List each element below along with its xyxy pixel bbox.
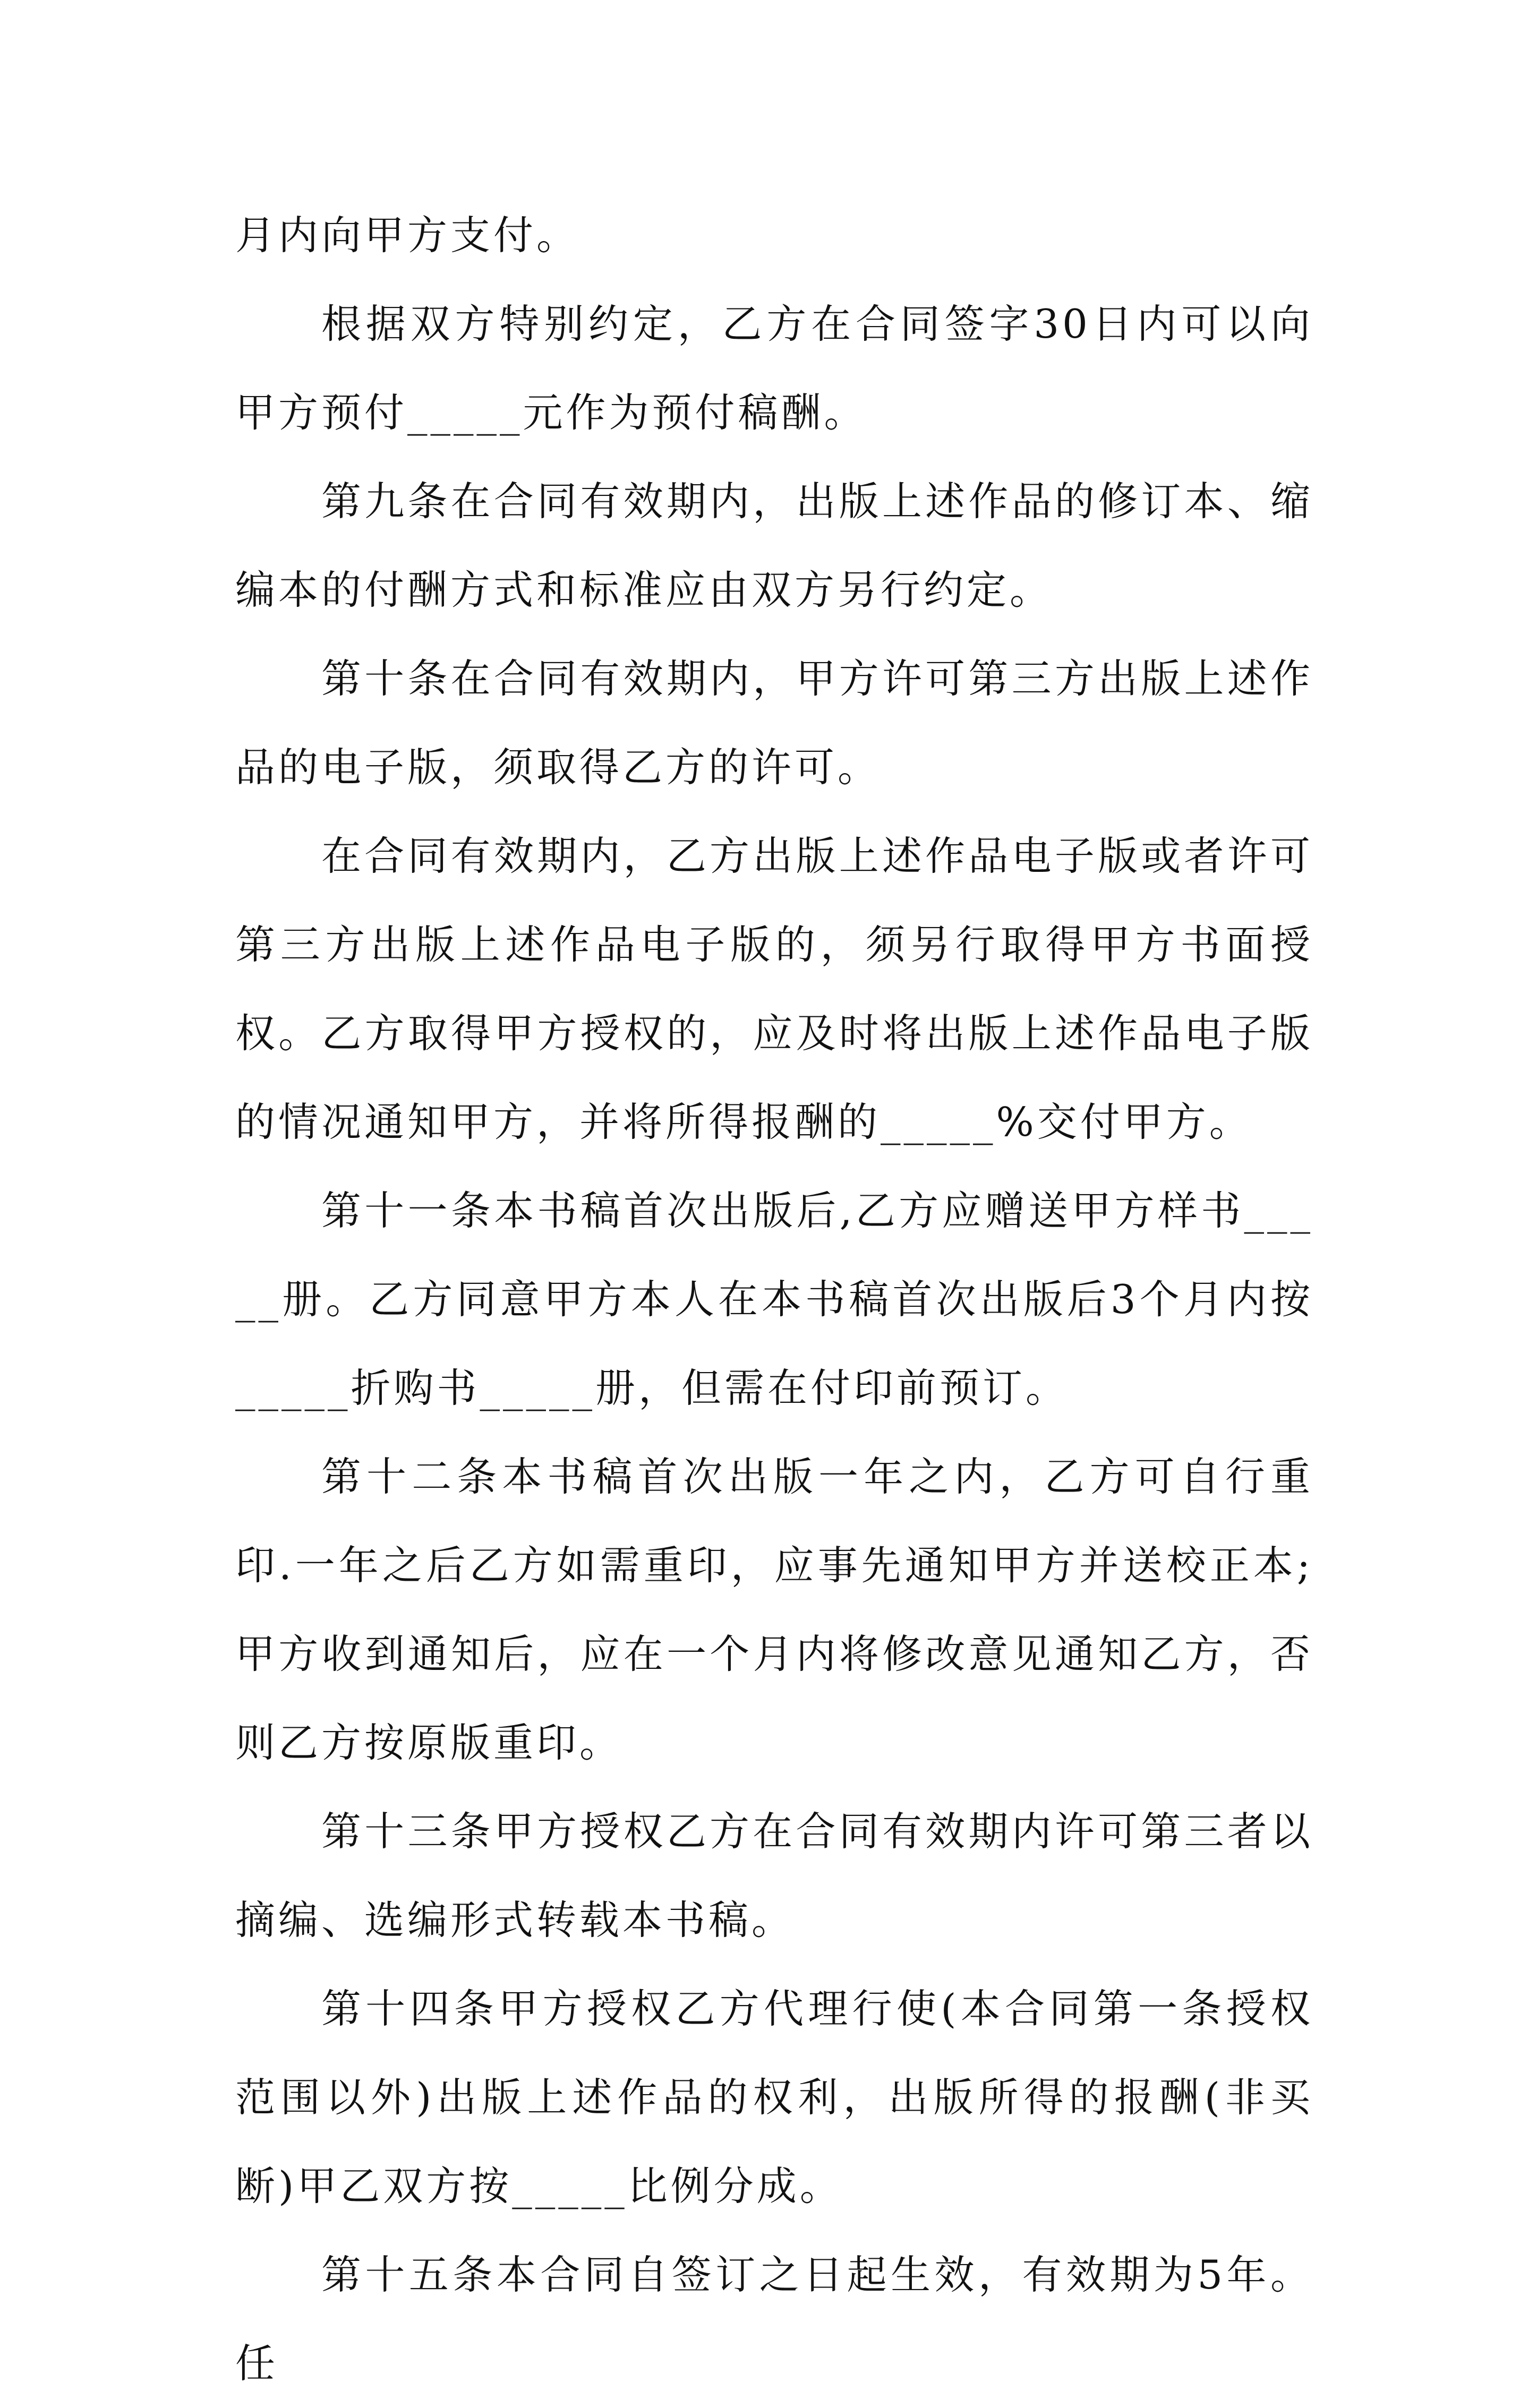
paragraph-article-15: 第十五条本合同自签订之日起生效，有效期为5年。任 <box>235 2251 1313 2387</box>
document-body <box>235 191 1313 2408</box>
paragraph-article-10: 第十条在合同有效期内，甲方许可第三方出版上述作品的电子版，须取得乙方的许可。 <box>235 655 1313 791</box>
paragraph-article-12: 第十二条本书稿首次出版一年之内，乙方可自行重印.一年之后乙方如需重印，应事先通知甲方并送校正本;甲方收到通知后，应在一个月内将修改意见通知乙方，否则乙方按原版重印。 <box>235 1453 1313 1766</box>
paragraph-electronic-edition: 在合同有效期内，乙方出版上述作品电子版或者许可第三方出版上述作品电子版的，须另行取得甲方书面授权。乙方取得甲方授权的，应及时将出版上述作品电子版的情况通知甲方，并将所得报酬的_____%交付甲方。 <box>235 833 1313 1145</box>
paragraph-article-14: 第十四条甲方授权乙方代理行使(本合同第一条授权范围以外)出版上述作品的权利，出版所得的报酬(非买断)甲乙双方按_____比例分成。 <box>235 1985 1313 2209</box>
paragraph-article-11: 第十一条本书稿首次出版后,乙方应赠送甲方样书_____册。乙方同意甲方本人在本书稿首次出版后3个月内按_____折购书_____册，但需在付印前预订。 <box>235 1187 1313 1411</box>
paragraph-advance-royalty: 根据双方特别约定，乙方在合同签字30日内可以向甲方预付_____元作为预付稿酬。 <box>235 301 1313 436</box>
paragraph-article-13: 第十三条甲方授权乙方在合同有效期内许可第三者以摘编、选编形式转载本书稿。 <box>235 1808 1313 1943</box>
paragraph-payment-continued: 月内向甲方支付。 <box>235 212 580 259</box>
paragraph-article-9: 第九条在合同有效期内，出版上述作品的修订本、缩编本的付酬方式和标准应由双方另行约定。 <box>235 478 1313 613</box>
